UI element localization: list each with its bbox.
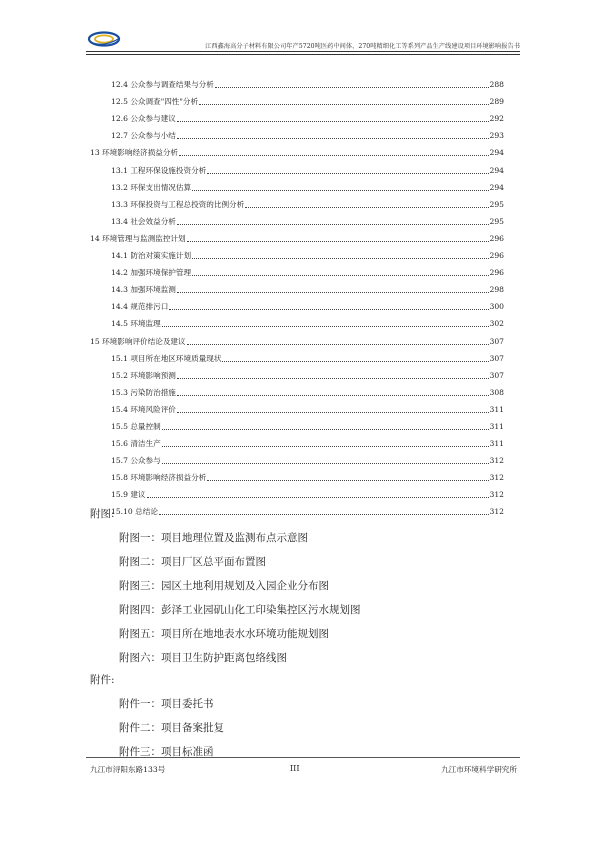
toc-entry-label: 14.5 环境监理 (111, 319, 161, 329)
toc-entry-label: 15.3 污染防治措施 (111, 387, 176, 397)
figure-item: 附图五：项目所在地地表水水环境功能规划图 (119, 628, 329, 640)
toc-leader-dots (162, 326, 489, 327)
toc-entry[interactable] (90, 312, 504, 329)
toc-entry-label: 15.1 项目所在地区环境质量现状 (111, 353, 222, 363)
toc-entry-page: 295 (489, 216, 504, 226)
toc-entry-label: 13.2 环保支出情况估算 (111, 182, 192, 192)
toc-entry[interactable] (90, 193, 504, 210)
toc-entry-page: 294 (489, 148, 504, 158)
toc-entry[interactable] (90, 398, 504, 415)
toc-leader-dots (192, 190, 488, 191)
toc-leader-dots (222, 361, 488, 362)
attachment-item: 附件二：项目备案批复 (119, 722, 224, 734)
toc-entry-page: 298 (489, 285, 504, 295)
toc-entry[interactable] (90, 124, 504, 141)
toc-entry-label: 14 环境管理与监测监控计划 (90, 233, 186, 243)
toc-leader-dots (159, 514, 489, 515)
toc-entry-page: 312 (489, 507, 504, 517)
toc-entry-label: 13 环境影响经济损益分析 (90, 148, 179, 158)
figure-item: 附图一：项目地理位置及监测布点示意图 (119, 532, 308, 544)
toc-entry-page: 293 (489, 131, 504, 141)
footer-address: 九江市浔阳东路133号 (90, 765, 166, 774)
toc-entry-page: 296 (489, 233, 504, 243)
toc-entry-page: 311 (489, 439, 504, 449)
toc-entry-page: 312 (489, 473, 504, 483)
toc-entry-label: 13.3 环保投资与工程总投资的比例分析 (111, 199, 245, 209)
toc-leader-dots (187, 241, 489, 242)
toc-leader-dots (177, 121, 489, 122)
toc-leader-dots (177, 378, 489, 379)
toc-entry[interactable] (90, 261, 504, 278)
toc-entry-page: 296 (489, 268, 504, 278)
toc-entry-label: 14.4 规范排污口 (111, 302, 169, 312)
header-title: 江西鑫海高分子材料有限公司年产5720吨医药中间体、270吨精细化工等系列产品生产线建设项目环境影响报告书 (205, 43, 520, 50)
toc-entry-page: 295 (489, 199, 504, 209)
toc-entry-page: 307 (489, 336, 504, 346)
toc-leader-dots (187, 344, 489, 345)
toc-entry-page: 311 (489, 404, 504, 414)
toc-entry-page: 288 (489, 80, 504, 90)
toc-leader-dots (177, 395, 489, 396)
toc-entry[interactable] (90, 449, 504, 466)
toc-entry-label: 14.2 加强环境保护管理 (111, 268, 192, 278)
toc-leader-dots (199, 104, 488, 105)
toc-entry-label: 15.9 建议 (111, 490, 146, 500)
footer-divider (86, 757, 520, 758)
figures-heading: 附图: (90, 508, 115, 520)
toc-entry-page: 312 (489, 490, 504, 500)
attachments-heading: 附件: (90, 674, 115, 686)
toc-entry[interactable] (90, 432, 504, 449)
toc-entry[interactable] (90, 158, 504, 175)
toc-entry-page: 296 (489, 251, 504, 261)
toc-leader-dots (192, 258, 488, 259)
figure-item: 附图四：彭泽工业园矶山化工印染集控区污水规划图 (119, 604, 361, 616)
toc-entry-label: 13.4 社会效益分析 (111, 216, 176, 226)
toc-entry[interactable] (90, 329, 504, 346)
toc-entry[interactable] (90, 483, 504, 500)
toc-leader-dots (215, 87, 489, 88)
toc-entry-label: 15.2 环境影响预测 (111, 370, 176, 380)
toc-entry[interactable] (90, 500, 504, 517)
toc-leader-dots (162, 429, 489, 430)
toc-entry[interactable] (90, 415, 504, 432)
toc-entry-label: 15.5 总量控制 (111, 421, 161, 431)
toc-entry-label: 15.8 环境影响经济损益分析 (111, 473, 207, 483)
toc-entry-page: 289 (489, 97, 504, 107)
toc-entry-page: 300 (489, 302, 504, 312)
toc-leader-dots (179, 155, 488, 156)
toc-entry[interactable] (90, 210, 504, 227)
attachment-item: 附件一：项目委托书 (119, 698, 214, 710)
toc-leader-dots (147, 497, 489, 498)
toc-entry-label: 14.3 加强环境监测 (111, 285, 176, 295)
header-divider-thin (86, 54, 520, 55)
toc-entry[interactable] (90, 176, 504, 193)
page-header (86, 30, 520, 52)
header-divider (86, 51, 520, 52)
toc-leader-dots (177, 138, 489, 139)
toc-entry-label: 15.6 清洁生产 (111, 439, 161, 449)
toc-leader-dots (245, 207, 488, 208)
toc-entry-label: 12.4 公众参与调查结果与分析 (111, 80, 214, 90)
footer-organization: 九江市环境科学研究所 (441, 765, 517, 774)
toc-entry-page: 307 (489, 370, 504, 380)
toc-entry-page: 294 (489, 182, 504, 192)
toc-entry-label: 14.1 防治对策实施计划 (111, 251, 192, 261)
toc-leader-dots (169, 309, 488, 310)
toc-entry[interactable] (90, 227, 504, 244)
toc-entry[interactable] (90, 364, 504, 381)
toc-entry-label: 15.10 总结论 (111, 507, 158, 517)
toc-entry-label: 12.7 公众参与小结 (111, 131, 176, 141)
figure-item: 附图三：园区土地利用规划及入园企业分布图 (119, 580, 329, 592)
toc-leader-dots (177, 412, 489, 413)
toc-entry[interactable] (90, 141, 504, 158)
toc-entry-label: 15.4 环境风险评价 (111, 404, 176, 414)
toc-leader-dots (192, 275, 488, 276)
toc-leader-dots (162, 446, 489, 447)
toc-entry-label: 15 环境影响评价结论及建议 (90, 336, 186, 346)
toc-entry-label: 15.7 公众参与 (111, 456, 161, 466)
toc-entry-page: 311 (489, 421, 504, 431)
toc-entry-label: 12.6 公众参与建议 (111, 114, 176, 124)
toc-entry[interactable] (90, 295, 504, 312)
toc-entry[interactable] (90, 73, 504, 90)
toc-leader-dots (177, 224, 489, 225)
toc-entry-page: 292 (489, 114, 504, 124)
toc-entry[interactable] (90, 90, 504, 107)
toc-entry[interactable] (90, 244, 504, 261)
toc-entry-page: 308 (489, 387, 504, 397)
toc-entry-page: 302 (489, 319, 504, 329)
institute-logo (86, 30, 126, 48)
toc-leader-dots (207, 173, 488, 174)
toc-entry[interactable] (90, 278, 504, 295)
toc-entry-label: 13.1 工程环保设施投资分析 (111, 165, 207, 175)
figure-item: 附图六：项目卫生防护距离包络线图 (119, 652, 287, 664)
page-number: III (290, 764, 300, 773)
toc-entry-page: 307 (489, 353, 504, 363)
toc-entry[interactable] (90, 381, 504, 398)
attachment-item: 附件三：项目标准函 (119, 746, 214, 758)
toc-leader-dots (162, 463, 489, 464)
toc-entry[interactable] (90, 466, 504, 483)
toc-entry[interactable] (90, 347, 504, 364)
figure-item: 附图二：项目厂区总平面布置图 (119, 556, 266, 568)
toc-entry-label: 12.5 公众调查"四性"分析 (111, 97, 199, 107)
toc-leader-dots (177, 292, 489, 293)
toc-leader-dots (207, 480, 488, 481)
toc-entry-page: 312 (489, 456, 504, 466)
table-of-contents (90, 73, 504, 517)
toc-entry[interactable] (90, 107, 504, 124)
toc-entry-page: 294 (489, 165, 504, 175)
